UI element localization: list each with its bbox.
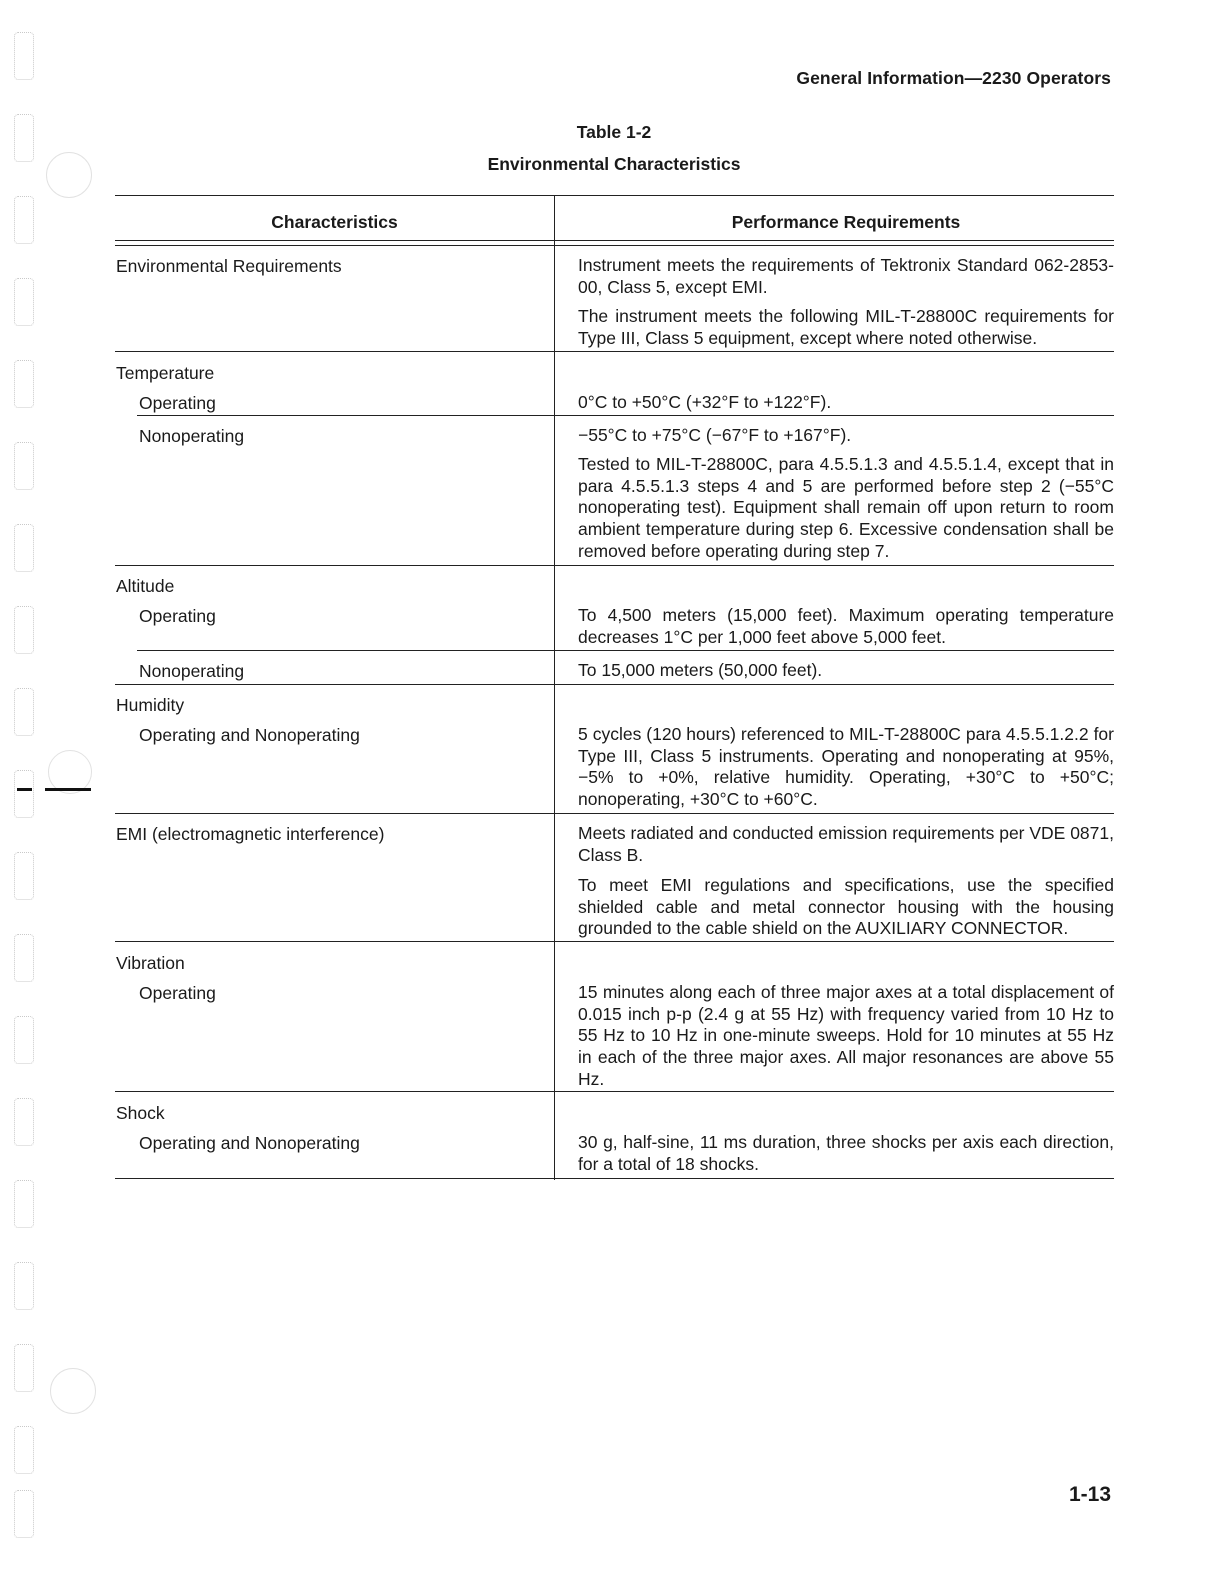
column-header-characteristics: Characteristics — [271, 212, 398, 232]
requirement-text: The instrument meets the following MIL-T-28800C requirements for Type III, Class 5 equipment, except where noted otherwise. — [578, 306, 1114, 348]
binder-slot — [14, 1490, 34, 1538]
binder-slot — [14, 442, 34, 490]
requirement-text: To 4,500 meters (15,000 feet). Maximum operating temperature decreases 1°C per 1,000 feet above 5,000 feet. — [578, 605, 1114, 647]
characteristic-label: Operating — [139, 983, 216, 1003]
binder-slot — [14, 196, 34, 244]
characteristics-table — [115, 195, 1114, 1179]
requirement-text: Tested to MIL-T-28800C, para 4.5.5.1.3 and 4.5.5.1.4, except that in para 4.5.5.1.3 steps 4 and 5 are performed before step 2 (−55°C nonoperating test). Equipment shall remain off upon return to room ambient temperature during step 6. Excessive condensation shall be removed before operating during step 7. — [578, 454, 1114, 561]
binder-slot — [14, 360, 34, 408]
characteristic-label: Environmental Requirements — [116, 256, 342, 276]
header-rule — [115, 245, 1114, 246]
row-divider — [115, 565, 1114, 566]
binder-slot — [14, 606, 34, 654]
characteristic-label: Nonoperating — [139, 426, 245, 446]
table-top-rule — [115, 195, 1114, 196]
row-divider — [115, 1091, 1114, 1092]
binder-slot — [14, 934, 34, 982]
page-number: 1-13 — [1068, 1483, 1111, 1506]
binder-slot — [14, 688, 34, 736]
requirement-text: −55°C to +75°C (−67°F to +167°F). — [578, 425, 852, 445]
requirement-text: Meets radiated and conducted emission requirements per VDE 0871, Class B. — [578, 823, 1114, 865]
characteristic-group: Shock — [116, 1103, 165, 1123]
binder-slot — [14, 32, 34, 80]
binder-slot — [14, 1344, 34, 1392]
binder-margin — [12, 30, 38, 1540]
characteristic-label: Operating — [139, 606, 216, 626]
characteristic-label: Operating — [139, 393, 216, 413]
binder-slot — [14, 1098, 34, 1146]
binder-slot — [14, 1426, 34, 1474]
binder-slot — [14, 1016, 34, 1064]
characteristic-label: EMI (electromagnetic interference) — [116, 824, 385, 844]
requirement-text: 15 minutes along each of three major axes at a total displacement of 0.015 inch p-p (2.4 g at 55 Hz) with frequency varied from 10 Hz to 55 Hz to 10 Hz in one-minute sweeps. Hold for 10 minutes at 55 Hz in each of the three major axes. All major resonances are above 55 Hz. — [578, 982, 1114, 1089]
requirement-text: Instrument meets the requirements of Tektronix Standard 062-2853-00, Class 5, except EMI. — [578, 255, 1114, 297]
row-divider — [115, 684, 1114, 685]
index-tab-mark — [45, 788, 91, 791]
table-number: Table 1-2 — [576, 122, 652, 142]
row-divider — [115, 351, 1114, 352]
characteristic-label: Operating and Nonoperating — [139, 1133, 360, 1153]
characteristic-group: Humidity — [116, 695, 185, 715]
row-divider — [137, 415, 1114, 416]
binder-slot — [14, 852, 34, 900]
binder-slot — [14, 1262, 34, 1310]
table-bottom-rule — [115, 1178, 1114, 1179]
row-divider — [137, 650, 1114, 651]
characteristic-group: Altitude — [116, 576, 175, 596]
running-head: General Information—2230 Operators — [796, 68, 1111, 88]
binder-slot — [14, 1180, 34, 1228]
characteristic-group: Temperature — [116, 363, 215, 383]
characteristic-label: Nonoperating — [139, 661, 245, 681]
characteristic-label: Operating and Nonoperating — [139, 725, 360, 745]
binder-slot — [14, 524, 34, 572]
table-title: Environmental Characteristics — [487, 154, 741, 174]
requirement-text: 0°C to +50°C (+32°F to +122°F). — [578, 392, 832, 412]
column-divider — [554, 195, 555, 1180]
row-divider — [115, 813, 1114, 814]
requirement-text: To 15,000 meters (50,000 feet). — [578, 660, 823, 680]
binder-slot — [14, 770, 34, 818]
row-divider — [115, 941, 1114, 942]
punch-hole — [50, 1368, 96, 1414]
binder-slot — [14, 278, 34, 326]
requirement-text: To meet EMI regulations and specifications, use the specified shielded cable and metal connector housing with the housing grounded to the cable shield on the AUXILIARY CONNECTOR. — [578, 875, 1114, 939]
index-tab-mark — [17, 788, 32, 791]
requirement-text: 30 g, half-sine, 11 ms duration, three shocks per axis each direction, for a total of 18 shocks. — [578, 1132, 1114, 1174]
header-rule — [115, 240, 1114, 241]
column-header-performance: Performance Requirements — [731, 212, 961, 232]
characteristic-group: Vibration — [116, 953, 185, 973]
requirement-text: 5 cycles (120 hours) referenced to MIL-T-28800C para 4.5.5.1.2.2 for Type III, Class 5 instruments. Operating and nonoperating at 95%, −5% to +0%, relative humidity. Operating, +30°C to +50°C; nonoperating, +30°C to +60°C. — [578, 724, 1114, 810]
